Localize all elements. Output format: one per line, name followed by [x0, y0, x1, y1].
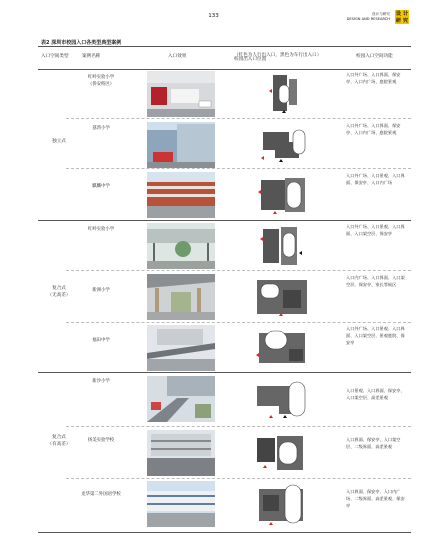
entrance-position-diagram [249, 122, 315, 168]
journal-logo [395, 10, 409, 24]
function-text: 入口外广场、入口景观、入口界面、保安亭、入口内广场 [346, 173, 405, 185]
table-row [66, 478, 411, 533]
school-name-line: 荔湾小学 [92, 126, 110, 131]
entrance-photo [147, 325, 215, 371]
school-name [68, 226, 134, 233]
journal-brand [322, 12, 390, 22]
group-type-line: 独立式 [52, 139, 66, 144]
table-header [38, 46, 411, 70]
table-row [66, 118, 411, 169]
school-name [68, 491, 134, 498]
table-row [66, 426, 411, 479]
entrance-photo [147, 376, 215, 422]
school-name-line: （侨安校区） [87, 82, 115, 87]
group-type-line: 复合式 [52, 286, 66, 291]
entrance-position-diagram [249, 274, 315, 320]
function-text: 入口内广场、入口界面、入口架空层、保安亭、家长等候区 [346, 275, 405, 287]
entrance-position-diagram [249, 325, 315, 371]
group-type-line: （有高差） [47, 442, 71, 447]
brand-line-1: 设计与研究 [372, 12, 390, 16]
col-header-position-line1: 校园出入口位置 [234, 57, 267, 62]
school-name-line: 麒麟中学 [92, 184, 110, 189]
school-name-line: 红岭实验小学 [87, 75, 115, 80]
logo-glyph: 设 [395, 11, 401, 17]
logo-glyph: 究 [402, 18, 408, 24]
school-name [68, 337, 134, 344]
table-row [66, 220, 411, 270]
col-header-case: 案例名称 [82, 54, 101, 59]
table-row [66, 68, 411, 118]
school-name [68, 437, 134, 444]
col-header-type: 入口空间类型 [41, 54, 69, 59]
entrance-position-diagram [249, 71, 315, 117]
entrance-photo [147, 481, 215, 527]
function-text: 入口界面、保安亭、入口架空层、二级界面、高差景观 [346, 437, 401, 449]
entrance-position-diagram [249, 481, 315, 527]
school-name-line: 新沙小学 [92, 379, 110, 384]
logo-glyph: 计 [402, 11, 408, 17]
school-name [68, 74, 134, 88]
table-caption: 表2 深圳市校园入口各类型典型案例 [41, 40, 122, 46]
school-name-line: 红岭实验小学 [87, 227, 115, 232]
group-type-line: 复合式 [52, 435, 66, 440]
entrance-position-diagram [249, 223, 315, 269]
entrance-photo [147, 223, 215, 269]
entrance-photo [147, 71, 215, 117]
table-row [66, 270, 411, 323]
brand-line-2: DESIGN AND RESEARCH [346, 17, 390, 21]
school-name [68, 183, 134, 190]
entrance-position-diagram [249, 376, 315, 422]
school-name [68, 125, 134, 132]
entrance-photo [147, 274, 215, 320]
col-header-function: 校园入口空间功能 [356, 54, 393, 59]
table-group-independent [38, 68, 411, 221]
entrance-photo [147, 122, 215, 168]
col-header-position-line2: （红色为人行出入口，黑色为车行出入口） [234, 53, 322, 58]
group-type-line: （无高差） [47, 293, 71, 298]
function-text: 入口界面、保安亭、入口内广场、二级界面、高差景观、保安亭 [346, 489, 405, 508]
function-text: 入口外广场、入口景观、入口界面、入口架空层、景观庭院、保安亭 [346, 326, 405, 345]
table-group-composite-level [38, 372, 411, 533]
function-text: 入口外广场、入口景观、入口界面、入口架空层、保安亭 [346, 224, 405, 236]
table-group-composite-flat [38, 220, 411, 373]
school-name-line: 新洲小学 [92, 288, 110, 293]
school-name [68, 287, 134, 294]
entrance-position-diagram [249, 430, 315, 476]
school-name-line: 福田中学 [92, 338, 110, 343]
school-name-line: 扬美实验学校 [87, 438, 115, 443]
function-text: 入口外广场、入口界面、保安亭、入口内广场、庭院景观 [346, 123, 401, 135]
function-text: 入口外广场、入口界面、保安亭、入口内广场、庭院景观 [346, 72, 401, 84]
page-number: 133 [208, 13, 219, 19]
function-text: 入口景观、入口界面、保安亭、入口架空层、高差景观 [346, 388, 405, 400]
col-header-photo: 入口效果 [168, 54, 187, 59]
school-name [68, 378, 134, 385]
school-name-line: 龙华第二外国语学校 [81, 492, 121, 497]
table-row [66, 322, 411, 373]
logo-glyph: 研 [395, 18, 401, 24]
entrance-position-diagram [249, 172, 315, 218]
table-row [66, 372, 411, 426]
entrance-photo [147, 430, 215, 476]
table-row [66, 168, 411, 221]
entrance-photo [147, 172, 215, 218]
